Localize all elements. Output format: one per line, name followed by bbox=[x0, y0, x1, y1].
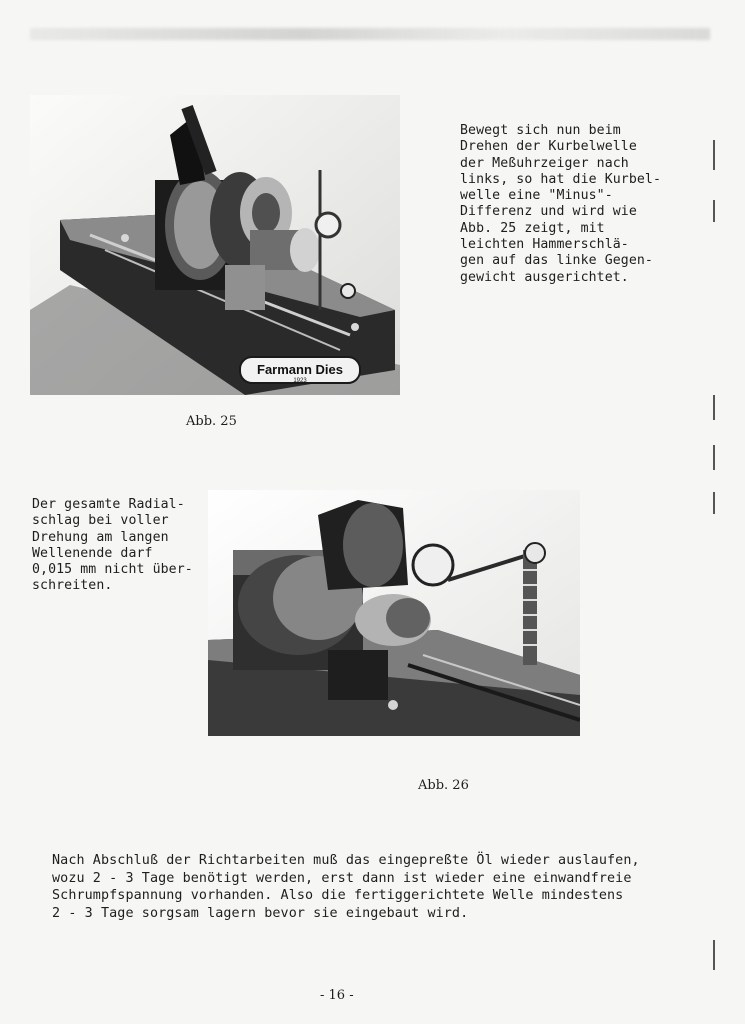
text-line: gen auf das linke Gegen- bbox=[460, 253, 653, 269]
figure-25-photo bbox=[30, 95, 400, 395]
text-line: der Meßuhrzeiger nach bbox=[460, 155, 629, 171]
text-line: Nach Abschluß der Richtarbeiten muß das eingepreßte Öl wieder auslaufen, bbox=[52, 853, 640, 868]
figure-26-caption: Abb. 26 bbox=[418, 778, 469, 793]
text-line: Drehen der Kurbelwelle bbox=[460, 139, 637, 155]
text-line: Differenz und wird wie bbox=[460, 204, 637, 220]
scan-edge-mark bbox=[713, 492, 715, 514]
text-line: leichten Hammerschlä- bbox=[460, 237, 629, 253]
nameplate-text: Farmann Dies bbox=[257, 362, 343, 377]
text-line: Bewegt sich nun beim bbox=[460, 123, 621, 138]
text-line: Schrumpfspannung vorhanden. Also die fertiggerichtete Welle mindestens bbox=[52, 888, 624, 903]
figure-26-photo bbox=[208, 490, 580, 736]
figure-25-description bbox=[460, 123, 661, 286]
text-line: schlag bei voller bbox=[32, 513, 169, 529]
text-line: schreiten. bbox=[32, 578, 113, 594]
page-number: - 16 - bbox=[320, 988, 354, 1003]
text-line: welle eine "Minus"- bbox=[460, 188, 613, 204]
figure-25-caption: Abb. 25 bbox=[186, 414, 237, 429]
text-line: wozu 2 - 3 Tage benötigt werden, erst dann ist wieder eine einwandfreie bbox=[52, 870, 632, 886]
text-line: gewicht ausgerichtet. bbox=[460, 269, 629, 285]
scan-edge-mark bbox=[713, 200, 715, 222]
text-line: 0,015 mm nicht über- bbox=[32, 562, 193, 578]
text-line: Abb. 25 zeigt, mit bbox=[460, 220, 605, 236]
scan-edge-mark bbox=[713, 445, 715, 470]
scan-artifact-top bbox=[30, 28, 710, 40]
closing-paragraph bbox=[52, 852, 640, 922]
scan-edge-mark bbox=[713, 395, 715, 420]
text-line: Der gesamte Radial- bbox=[32, 497, 185, 512]
scan-edge-mark bbox=[713, 940, 715, 970]
text-line: links, so hat die Kurbel- bbox=[460, 171, 661, 187]
figure-26-description bbox=[32, 497, 193, 595]
text-line: Wellenende darf bbox=[32, 545, 153, 561]
text-line: 2 - 3 Tage sorgsam lagern bevor sie eingebaut wird. bbox=[52, 905, 469, 921]
scan-edge-mark bbox=[713, 140, 715, 170]
nameplate-number: 1923 bbox=[293, 378, 307, 384]
text-line: Drehung am langen bbox=[32, 529, 169, 545]
